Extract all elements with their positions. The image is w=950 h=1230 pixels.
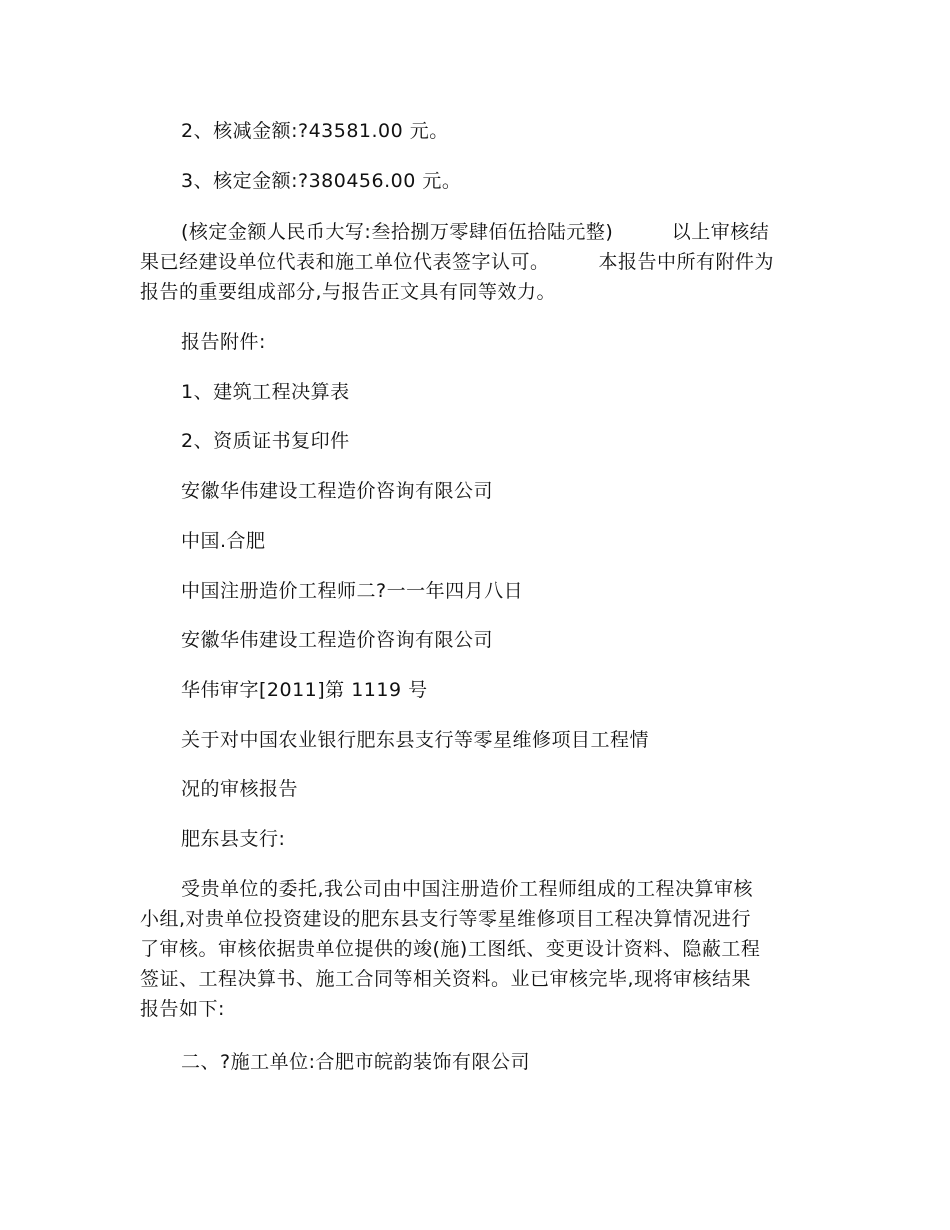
attachments-heading: 报告附件: [181, 331, 266, 353]
report-title-line: 关于对中国农业银行肥东县支行等零星维修项目工程情 [181, 729, 650, 751]
approved-amount: 3、核定金额:?380456.00 元。 [181, 170, 462, 192]
intro-paragraph [140, 874, 810, 1024]
paragraph-line: 果已经建设单位代表和施工单位代表签字认可。 本报告中所有附件为 [140, 251, 775, 273]
report-title-line: 况的审核报告 [181, 778, 299, 800]
paragraph-line: 报告的重要组成部分,与报告正文具有同等效力。 [140, 281, 557, 303]
company-name: 安徽华伟建设工程造价咨询有限公司 [181, 480, 494, 502]
paragraph-line: 报告如下: [140, 998, 225, 1020]
location: 中国.合肥 [181, 530, 266, 552]
paragraph-line [140, 874, 810, 904]
addressee: 肥东县支行: [181, 828, 286, 850]
paragraph-line [140, 217, 810, 247]
attachment-item-1: 1、建筑工程决算表 [181, 381, 350, 403]
review-result-paragraph [140, 217, 810, 307]
engineer-date: 中国注册造价工程师二?一一年四月八日 [181, 580, 524, 602]
paragraph-line: 签证、工程决算书、施工合同等相关资料。业已审核完毕,现将审核结果 [140, 968, 752, 990]
attachment-item-2: 2、资质证书复印件 [181, 430, 350, 452]
document-number: 华伟审字[2011]第 1119 号 [181, 679, 428, 701]
contractor-line: 二、?施工单位:合肥市皖韵装饰有限公司 [181, 1051, 530, 1073]
paragraph-line: 了审核。审核依据贵单位提供的竣(施)工图纸、变更设计资料、隐蔽工程 [140, 938, 761, 960]
paragraph-line-text: 受贵单位的委托,我公司由中国注册造价工程师组成的工程决算审核 [181, 878, 754, 900]
paragraph-line: 小组,对贵单位投资建设的肥东县支行等零星维修项目工程决算情况进行 [140, 908, 752, 930]
paragraph-line-text: (核定金额人民币大写:叁拾捌万零肆佰伍拾陆元整) 以上审核结 [181, 221, 770, 243]
company-name: 安徽华伟建设工程造价咨询有限公司 [181, 629, 494, 651]
reduction-amount: 2、核减金额:?43581.00 元。 [181, 120, 449, 142]
